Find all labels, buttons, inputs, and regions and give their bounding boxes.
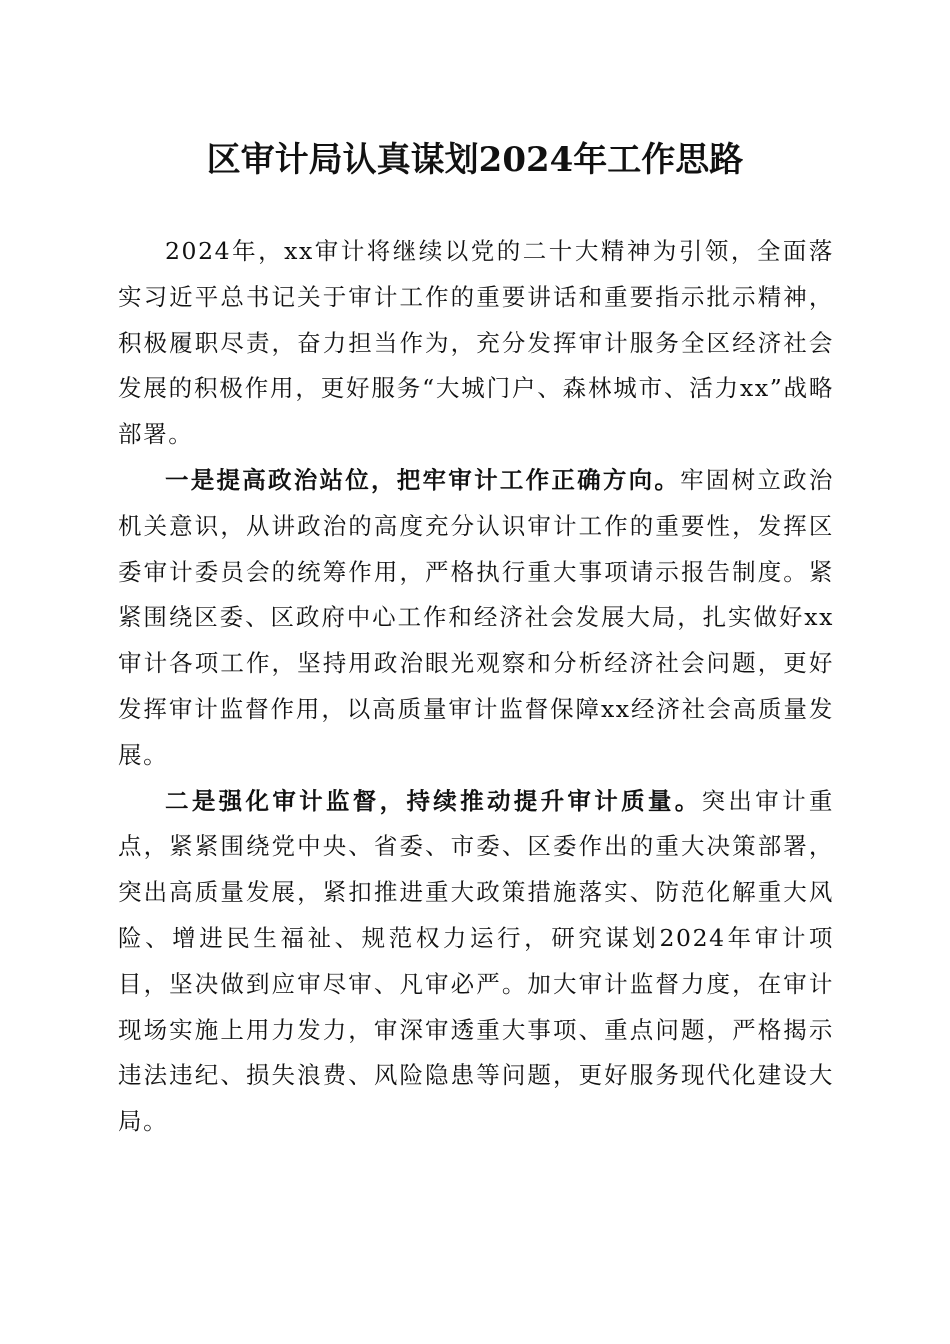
paragraph-political-stance [118, 458, 834, 779]
paragraph-lead: 一是提高政治站位，把牢审计工作正确方向。 [165, 465, 681, 494]
paragraph-text: 牢固树立政治机关意识，从讲政治的高度充分认识审计工作的重要性，发挥区委审计委员会的统筹作用，严格执行重大事项请示报告制度。紧紧围绕区委、区政府中心工作和经济社会发展大局，扎实做好xx审计各项工作，坚持用政治眼光观察和分析经济社会问题，更好发挥审计监督作用，以高质量审计监督保障xx经济社会高质量发展。 [118, 465, 835, 769]
document-body [118, 229, 834, 1145]
paragraph-audit-supervision [118, 779, 834, 1145]
paragraph-lead: 二是强化审计监督，持续推动提升审计质量。 [165, 786, 702, 815]
paragraph-text: 突出审计重点，紧紧围绕党中央、省委、市委、区委作出的重大决策部署，突出高质量发展，紧扣推进重大政策措施落实、防范化解重大风险、增进民生福祉、规范权力运行，研究谋划2024年审计项目，坚决做到应审尽审、凡审必严。加大审计监督力度，在审计现场实施上用力发力，审深审透重大事项、重点问题，严格揭示违法违纪、损失浪费、风险隐患等问题，更好服务现代化建设大局。 [118, 786, 835, 1136]
paragraph-intro [118, 229, 834, 458]
paragraph-text: 2024年，xx审计将继续以党的二十大精神为引领，全面落实习近平总书记关于审计工作的重要讲话和重要指示批示精神，积极履职尽责，奋力担当作为，充分发挥审计服务全区经济社会发展的积极作用，更好服务“大城门户、森林城市、活力xx”战略部署。 [118, 237, 834, 449]
document-title: 区审计局认真谋划2024年工作思路 [206, 140, 744, 180]
